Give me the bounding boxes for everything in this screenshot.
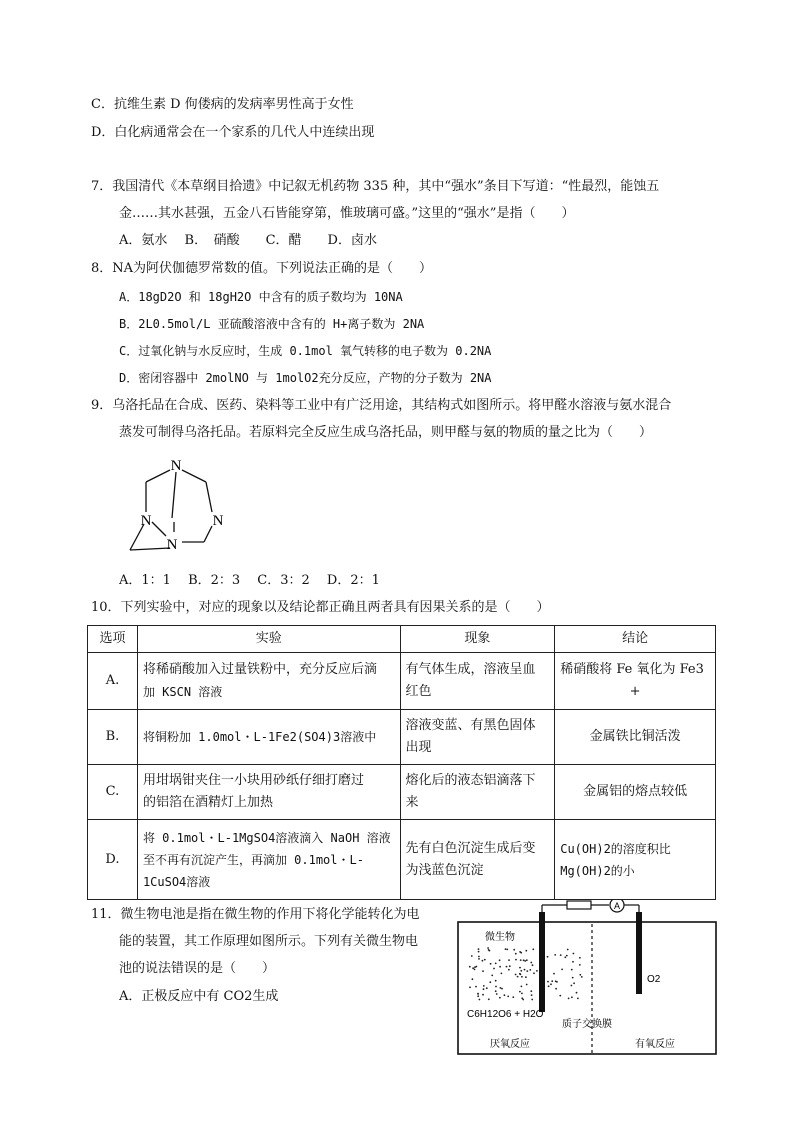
- microbial-cell-diagram: [455, 900, 721, 1058]
- q8-option-a: A．18gD2O 和 18gH2O 中含有的质子数均为 10NA: [119, 290, 403, 304]
- glucose-label: C6H12O6 + H2O: [467, 1009, 544, 1020]
- row-experiment: 将稀硝酸加入过量铁粉中，充分反应后滴 加 KSCN 溶液: [137, 653, 400, 710]
- q9-stem-line2: 蒸发可制得乌洛托品。若原料完全反应生成乌洛托品，则甲醛与氨的物质的量之比为（ ）: [119, 425, 653, 440]
- q7-options: A．氨水 B． 硝酸 C．醋 D．卤水: [119, 233, 377, 248]
- membrane-label: 质子交换膜: [562, 1019, 612, 1030]
- row-option: B.: [88, 710, 138, 765]
- row-experiment: 将 0.1mol・L-1MgSO4溶液滴入 NaOH 溶液 至不再有沉淀产生，再滴加 0.1mol・L- 1CuSO4溶液: [137, 820, 400, 900]
- row-conclusion: 金属铁比铜活泼: [555, 710, 716, 765]
- q9-options: A．1：1 B．2：3 C．3：2 D．2：1: [119, 573, 380, 588]
- atom-n-top: N: [170, 458, 182, 474]
- table-row: [88, 653, 716, 710]
- header-experiment: 实验: [137, 626, 400, 653]
- q6-option-c: C．抗维生素 D 佝偻病的发病率男性高于女性: [91, 97, 354, 112]
- row-phenomenon: 有气体生成，溶液呈血 红色: [400, 653, 555, 710]
- header-phenomenon: 现象: [400, 626, 555, 653]
- ammeter-label: A: [613, 901, 621, 911]
- atom-n-right: N: [212, 513, 224, 529]
- q11-option-a: A．正极反应中有 CO2生成: [119, 989, 279, 1004]
- row-phenomenon: 先有白色沉淀生成后变 为浅蓝色沉淀: [400, 820, 555, 900]
- table-header-row: [88, 626, 716, 653]
- row-option: A.: [88, 653, 138, 710]
- table-row: [88, 765, 716, 820]
- q9-stem-line1: 9．乌洛托品在合成、医药、染料等工业中有广泛用途，其结构式如图所示。将甲醛水溶液与氨水混合: [91, 398, 672, 413]
- q8-option-d: D．密闭容器中 2molNO 与 1molO2充分反应，产物的分子数为 2NA: [119, 371, 492, 385]
- row-experiment: 将铜粉加 1.0mol・L-1Fe2(SO4)3溶液中: [137, 710, 400, 765]
- atom-n-bottom: N: [166, 537, 178, 553]
- q7-stem-line1: 7．我国清代《本草纲目拾遗》中记叙无机药物 335 种，其中“强水”条目下写道：“性最烈，能蚀五: [91, 179, 660, 194]
- q7-stem-line2: 金……其水甚强，五金八石皆能穿第，惟玻璃可盛。”这里的“强水”是指（ ）: [119, 206, 575, 221]
- row-conclusion: 稀硝酸将 Fe 氧化为 Fe3 +: [555, 653, 716, 710]
- q8-stem: 8．NA为阿伏伽德罗常数的值。下列说法正确的是（ ）: [91, 261, 433, 276]
- row-phenomenon: 熔化后的液态铝滴落下 来: [400, 765, 555, 820]
- q8-option-c: C．过氧化钠与水反应时，生成 0.1mol 氧气转移的电子数为 0.2NA: [119, 344, 492, 358]
- anaerobic-label: 厌氧反应: [490, 1039, 530, 1050]
- q10-table: [87, 625, 716, 900]
- header-conclusion: 结论: [555, 626, 716, 653]
- q11-stem-line2: 能的装置，其工作原理如图所示。下列有关微生物电: [119, 934, 419, 949]
- q6-option-d: D．白化病通常会在一个家系的几代人中连续出现: [91, 125, 375, 140]
- row-conclusion: 金属铝的熔点较低: [555, 765, 716, 820]
- q8-option-b: B．2L0.5mol/L 亚硫酸溶液中含有的 H+离子数为 2NA: [119, 317, 425, 331]
- table-row: [88, 710, 716, 765]
- row-option: C.: [88, 765, 138, 820]
- row-phenomenon: 溶液变蓝、有黑色固体 出现: [400, 710, 555, 765]
- hexamine-structure: [124, 448, 236, 558]
- q11-stem-line1: 11．微生物电池是指在微生物的作用下将化学能转化为电: [91, 907, 420, 922]
- q11-stem-line3: 池的说法错误的是（ ）: [119, 961, 276, 976]
- o2-label: O2: [647, 974, 661, 985]
- row-option: D.: [88, 820, 138, 900]
- q10-stem: 10．下列实验中，对应的现象以及结论都正确且两者具有因果关系的是（ ）: [91, 600, 550, 615]
- row-conclusion: Cu(OH)2的溶度积比 Mg(OH)2的小: [555, 820, 716, 900]
- atom-n-left: N: [140, 513, 152, 529]
- aerobic-label: 有氧反应: [635, 1039, 675, 1050]
- microbe-label: 微生物: [485, 932, 515, 943]
- row-experiment: 用坩埚钳夹住一小块用砂纸仔细打磨过 的铝箔在酒精灯上加热: [137, 765, 400, 820]
- header-option: 选项: [88, 626, 138, 653]
- table-row: [88, 820, 716, 900]
